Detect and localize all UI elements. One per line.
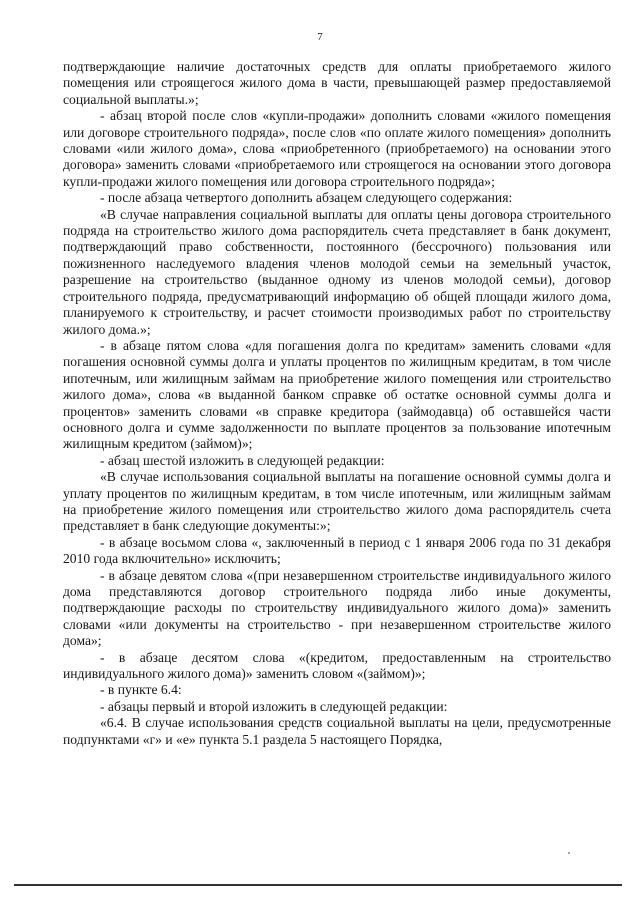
scan-artifact-dot xyxy=(568,852,570,854)
paragraph: - в пункте 6.4: xyxy=(100,682,182,698)
paragraph: - абзац шестой изложить в следующей редакции: xyxy=(100,452,385,468)
bottom-rule xyxy=(14,884,622,886)
paragraph: - в абзаце девятом слова «(при незавершенном строительстве индивидуального жилого дома представляются договор строительного подряда либо иные документы, подтверждающие расходы по строительству индивидуального жилого дома)» заменить словами «или документы на строительство - при незавершенном строительстве жилого дома»; xyxy=(63,567,611,649)
paragraph: - абзац второй после слов «купли-продажи» дополнить словами «жилого помещения или договоре строительного подряда», после слов «по оплате жилого помещения» дополнить словами «или жилого дома», слова «приобретенного (приобретаемого) на основании этого договора» заменить словами «приобретаемого или строящегося на основании этого договора купли-продажи жилого помещения или договора строительного подряда»; xyxy=(63,108,611,189)
paragraph: - абзацы первый и второй изложить в следующей редакции: xyxy=(100,698,448,714)
paragraph: - в абзаце восьмом слова «, заключенный в период с 1 января 2006 года по 31 декабря 2010 года включительно» исключить; xyxy=(63,534,611,567)
paragraph: - после абзаца четвертого дополнить абзацем следующего содержания: xyxy=(100,190,513,206)
paragraph: подтверждающие наличие достаточных средств для оплаты приобретаемого жилого помещения или строящегося жилого дома в части, превышающей размер предоставляемой социальной выплаты.»; xyxy=(63,59,611,107)
paragraph: - в абзаце десятом слова «(кредитом, предоставленным на строительство индивидуального жилого дома)» заменить словом «(займом)»; xyxy=(63,649,611,682)
paragraph: - в абзаце пятом слова «для погашения долга по кредитам» заменить словами «для погашения основной суммы долга и уплаты процентов по жилищным кредитам, в том числе ипотечным, или жилищным займам на приобретение жилого помещения или строительство жилого дома», слова «в выданной банком справке об остатке основной суммы долга и процентов» заменить словами «в справке кредитора (займодавца) об оставшейся части основного долга и сумме задолженности по выплате процентов за пользование ипотечным жилищным кредитом (займом)»; xyxy=(63,337,611,452)
paragraph: «6.4. В случае использования средств социальной выплаты на цели, предусмотренные подпунктами «г» и «е» пункта 5.1 раздела 5 настоящего Порядка, xyxy=(63,715,611,747)
paragraph: «В случае использования социальной выплаты на погашение основной суммы долга и уплату процентов по жилищным кредитам, в том числе ипотечным, или жилищным займам на приобретение жилого помещения или строительство жилого дома распорядитель счета представляет в банк следующие документы:»; xyxy=(63,469,611,534)
paragraph: «В случае направления социальной выплаты для оплаты цены договора строительного подряда на строительство жилого дома распорядитель счета представляет в банк документ, подтверждающий право собственности, постоянного (бессрочного) пользования или пожизненного наследуемого владения членов молодой семьи на земельный участок, разрешение на строительство (выданное одному из членов молодой семьи), договор строительного подряда, предусматривающий информацию об общей площади жилого дома, планируемого к строительству, и расчет стоимости производимых работ по строительству жилого дома.»; xyxy=(63,206,611,337)
page-number: 7 xyxy=(317,31,323,43)
document-body xyxy=(63,59,611,748)
